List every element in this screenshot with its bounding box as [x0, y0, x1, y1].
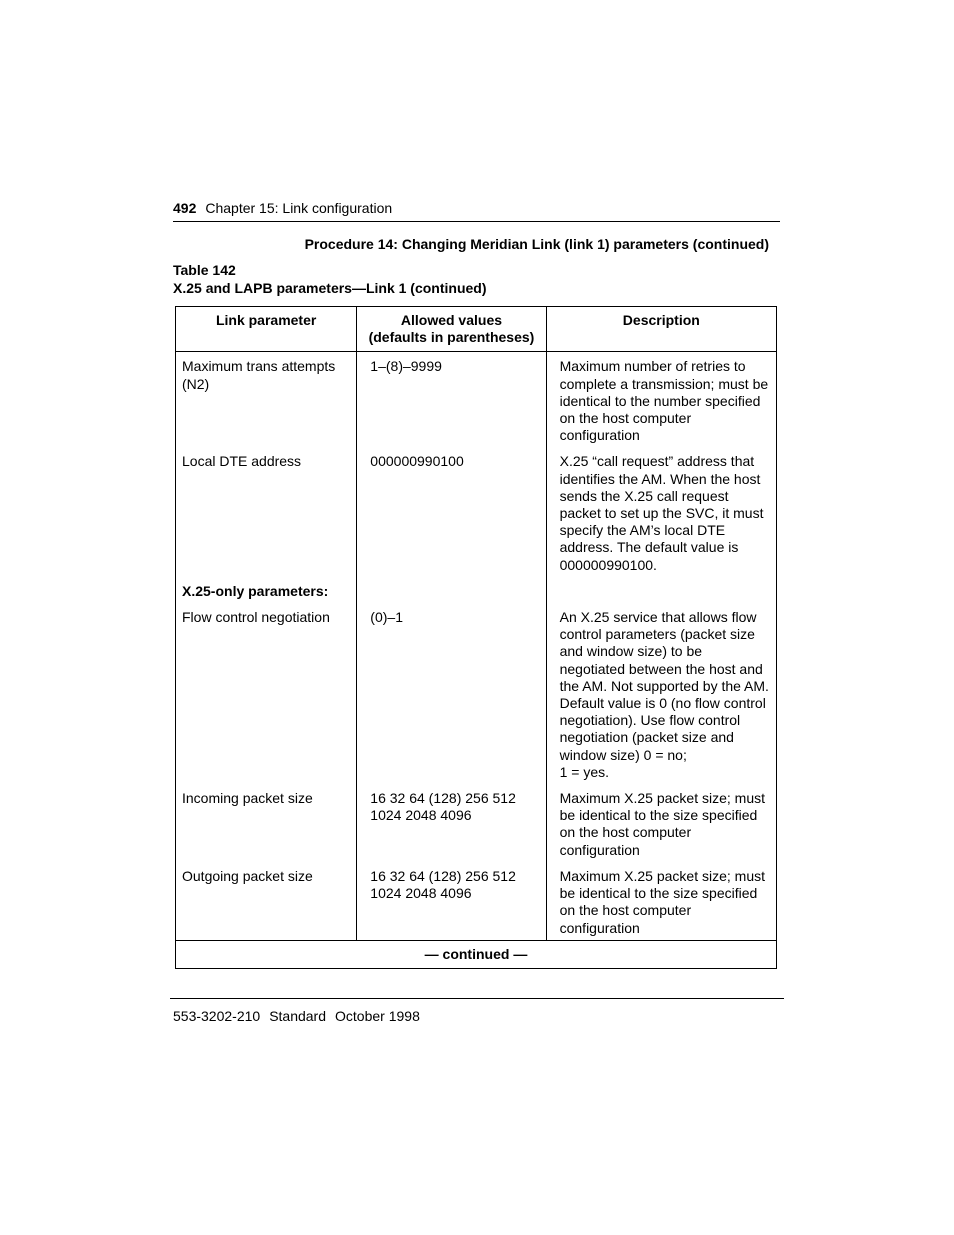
cell-allowed-values: 16 32 64 (128) 256 512 1024 2048 4096 — [357, 859, 546, 940]
table-row — [176, 859, 777, 940]
cell-allowed-values: 1–(8)–9999 — [357, 352, 546, 445]
cell-allowed-values: (0)–1 — [357, 600, 546, 781]
cell-parameter: Maximum trans attempts (N2) — [176, 352, 357, 445]
cell-description: X.25 “call request” address that identifies the AM. When the host sends the X.25 call request packet to set up the SVC, it must specify the AM’s local DTE address. The default value is 000000990100. — [546, 444, 776, 573]
table-caption: X.25 and LAPB parameters—Link 1 (continued) — [173, 280, 487, 296]
subheading-x25-only: X.25-only parameters: — [176, 574, 357, 600]
cell-parameter: Outgoing packet size — [176, 859, 357, 940]
procedure-title: Procedure 14: Changing Meridian Link (link 1) parameters (continued) — [304, 236, 769, 252]
cell-allowed-values: 000000990100 — [357, 444, 546, 573]
cell-parameter: Flow control negotiation — [176, 600, 357, 781]
table-row — [176, 444, 777, 573]
column-header-link-parameter: Link parameter — [176, 307, 357, 352]
document-date: October 1998 — [335, 1008, 420, 1024]
document-status: Standard — [269, 1008, 327, 1024]
cell-allowed-values: 16 32 64 (128) 256 512 1024 2048 4096 — [357, 781, 546, 859]
running-header — [173, 200, 392, 216]
cell-parameter: Incoming packet size — [176, 781, 357, 859]
document-number: 553-3202-210 — [173, 1008, 261, 1024]
cell-description: Maximum X.25 packet size; must be identical to the size specified on the host computer configuration — [546, 781, 776, 859]
table-label: Table 142 — [173, 262, 236, 278]
header-rule — [173, 221, 780, 222]
parameters-table — [175, 306, 777, 969]
table-subheading-row — [176, 574, 777, 600]
cell-parameter: Local DTE address — [176, 444, 357, 573]
chapter-title: Chapter 15: Link configuration — [205, 200, 393, 216]
cell-description: An X.25 service that allows flow control parameters (packet size and window size) to be negotiated between the host and the AM. Not supported by the AM. Default value is 0 (no flow control negotiation). Use flow control negotiation (packet size and window size) 0 = no; 1 = yes. — [546, 600, 776, 781]
continued-marker: — continued — — [176, 940, 777, 968]
table-row — [176, 352, 777, 445]
footer-rule — [170, 998, 784, 999]
table-header-row — [176, 307, 777, 352]
table-row — [176, 781, 777, 859]
column-header-description: Description — [546, 307, 776, 352]
cell-description: Maximum X.25 packet size; must be identical to the size specified on the host computer configuration — [546, 859, 776, 940]
table-row — [176, 600, 777, 781]
page-number: 492 — [173, 200, 197, 216]
cell-description: Maximum number of retries to complete a transmission; must be identical to the number specified on the host computer configuration — [546, 352, 776, 445]
running-footer — [173, 1008, 429, 1024]
table-continued-row — [176, 940, 777, 968]
column-header-allowed-values: Allowed values (defaults in parentheses) — [357, 307, 546, 352]
